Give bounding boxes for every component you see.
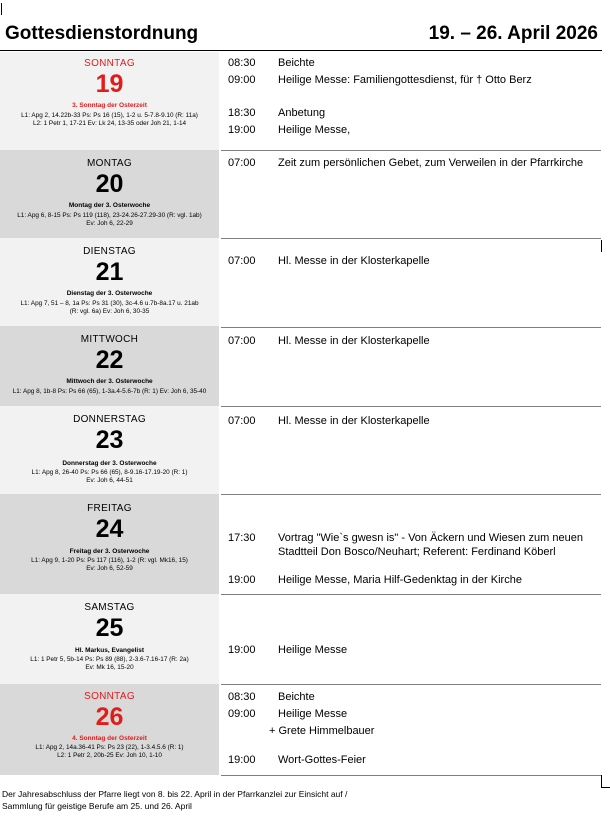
- footer-line: Sammlung für geistige Berufe am 25. und 26. April: [2, 801, 192, 811]
- entry-text: Heilige Messe: Familiengottesdienst, für † Otto Berz: [278, 74, 532, 86]
- reading-line: (R: vgl. 6a) Ev: Joh 6, 30-35: [69, 308, 150, 315]
- day-name: MITTWOCH: [80, 334, 139, 345]
- reading-line: L1: Apg 7, 51 – 8, 1a Ps: Ps 31 (30), 3c-4.6 u.7b-8a.17 u. 21ab: [20, 300, 199, 307]
- day-name: SONNTAG: [84, 58, 135, 69]
- day-entries-mittwoch-22: [221, 326, 601, 407]
- entry-time: 19:00: [228, 124, 256, 136]
- day-panel-mittwoch-22: [0, 326, 219, 406]
- entry-time: 09:00: [228, 74, 256, 86]
- document-title: Gottesdienstordnung: [5, 23, 199, 44]
- reading-line: L2: 1 Petr 1, 17-21 Ev: Lk 24, 13-35 oder Joh 21, 1-14: [32, 120, 187, 127]
- day-number: 22: [95, 346, 124, 374]
- entry-time: 07:00: [228, 255, 256, 267]
- reading-line: L1: Apg 2, 14.22b-33 Ps: Ps 16 (15), 1-2 u. 5-7.8-9.10 (R: 11a): [21, 112, 198, 119]
- entry-text: Hl. Messe in der Klosterkapelle: [278, 335, 430, 347]
- feast-name: Mittwoch der 3. Osterwoche: [66, 378, 153, 385]
- reading-line: L1: Apg 9, 1-20 Ps: Ps 117 (116), 1-2 (R: vgl. Mk16, 15): [31, 557, 188, 564]
- entry-time: 07:00: [228, 415, 256, 427]
- day-panel-sonntag-19: [0, 52, 219, 150]
- day-number: 19: [95, 70, 124, 98]
- entry-time: 19:00: [228, 754, 256, 766]
- day-name: SAMSTAG: [84, 602, 135, 613]
- readings: [2, 300, 217, 316]
- day-number: 20: [95, 170, 124, 198]
- reading-line: Ev: Mk 16, 15-20: [85, 664, 134, 671]
- entry-time: 08:30: [228, 691, 256, 703]
- day-panel-freitag-24: [0, 494, 219, 594]
- entry-text: Beichte: [278, 57, 315, 69]
- readings: [2, 469, 217, 485]
- readings: [2, 112, 217, 128]
- day-entries-sonntag-26: [221, 684, 601, 776]
- day-name: MONTAG: [87, 158, 132, 169]
- readings: [2, 388, 217, 396]
- day-name: DIENSTAG: [83, 246, 136, 257]
- entry-time: 19:00: [228, 644, 256, 656]
- table-corner-marker: [601, 775, 610, 788]
- entry-text: Hl. Messe in der Klosterkapelle: [278, 415, 430, 427]
- readings: [2, 744, 217, 760]
- day-panel-donnerstag-23: [0, 406, 219, 494]
- reading-line: L2: 1 Petr 2, 20b-25 Ev: Joh 10, 1-10: [57, 752, 162, 759]
- day-entries-dienstag-21: [221, 238, 601, 328]
- day-name: SONNTAG: [84, 691, 135, 702]
- day-entries-montag-20: [221, 150, 601, 238]
- reading-line: L1: Apg 2, 14a.36-41 Ps: Ps 23 (22), 1-3.4.5.6 (R: 1): [35, 744, 184, 751]
- entry-time: 08:30: [228, 57, 256, 69]
- entry-text: Heilige Messe, Maria Hilf-Gedenktag in der Kirche: [278, 574, 522, 586]
- table-edge-marker: [601, 240, 602, 252]
- day-entries-freitag-24: [221, 494, 601, 595]
- entry-time: 19:00: [228, 574, 256, 586]
- feast-name: Freitag der 3. Osterwoche: [69, 548, 150, 555]
- day-panel-dienstag-21: [0, 238, 219, 326]
- reading-line: L1: Apg 8, 26-40 Ps: Ps 66 (65), 8-9.16-17.19-20 (R: 1): [31, 469, 188, 476]
- feast-name: Hl. Markus, Evangelist: [75, 647, 144, 654]
- footer-line: Der Jahresabschluss der Pfarre liegt von 8. bis 22. April in der Pfarrkanzlei zur Einsicht auf /: [2, 789, 348, 799]
- entry-text: Wort-Gottes-Feier: [278, 754, 366, 766]
- entry-text: Hl. Messe in der Klosterkapelle: [278, 255, 430, 267]
- day-name: FREITAG: [87, 503, 132, 514]
- entry-time: 07:00: [228, 335, 256, 347]
- entry-text: + Grete Himmelbauer: [269, 725, 375, 737]
- reading-line: L1: Apg 6, 8-15 Ps: Ps 119 (118), 23-24.26-27.29-30 (R: vgl. 1ab): [17, 212, 202, 219]
- day-panel-samstag-25: [0, 594, 219, 684]
- entry-time: 09:00: [228, 708, 256, 720]
- entry-time: 07:00: [228, 157, 256, 169]
- reading-line: L1: Apg 8, 1b-8 Ps: Ps 66 (65), 1-3a.4-5.6-7b (R: 1) Ev: Joh 6, 35-40: [12, 388, 207, 395]
- date-range: 19. – 26. April 2026: [428, 23, 598, 44]
- document-header: [0, 20, 602, 51]
- feast-name: 4. Sonntag der Osterzeit: [72, 735, 147, 742]
- reading-line: L1: 1 Petr 5, 5b-14 Ps: Ps 89 (88), 2-3.6-7.16-17 (R: 2a): [30, 656, 189, 663]
- day-panel-montag-20: [0, 150, 219, 238]
- reading-line: Ev: Joh 6, 44-51: [86, 477, 133, 484]
- entry-text: Vortrag "Wie`s gwesn is" - Von Äckern und Wiesen zum neuen Stadtteil Don Bosco/Neuhart; Referent: Ferdinand Köberl: [278, 532, 583, 558]
- day-entries-sonntag-19: [221, 52, 601, 151]
- entry-text: Anbetung: [278, 107, 326, 119]
- feast-name: Donnerstag der 3. Osterwoche: [62, 460, 157, 467]
- entry-time: 18:30: [228, 107, 256, 119]
- entry-time: 17:30: [228, 532, 256, 544]
- entry-text: Beichte: [278, 691, 315, 703]
- readings: [2, 557, 217, 573]
- day-number: 26: [95, 703, 124, 731]
- entry-text: Heilige Messe,: [278, 124, 351, 136]
- entry-text: Zeit zum persönlichen Gebet, zum Verweilen in der Pfarrkirche: [278, 157, 584, 169]
- feast-name: Montag der 3. Osterwoche: [68, 202, 151, 209]
- entry-text: Heilige Messe: [278, 644, 348, 656]
- readings: [2, 212, 217, 228]
- text-cursor-mark: [1, 3, 2, 15]
- reading-line: Ev: Joh 6, 52-59: [86, 565, 133, 572]
- reading-line: Ev: Joh 6, 22-29: [86, 220, 133, 227]
- day-number: 21: [95, 258, 124, 286]
- day-number: 24: [95, 515, 124, 543]
- day-panel-sonntag-26: [0, 684, 219, 775]
- day-entries-samstag-25: [221, 594, 601, 685]
- readings: [2, 656, 217, 672]
- day-number: 25: [95, 614, 124, 642]
- feast-name: 3. Sonntag der Osterzeit: [72, 102, 147, 109]
- day-name: DONNERSTAG: [73, 414, 146, 425]
- day-entries-donnerstag-23: [221, 406, 601, 495]
- day-number: 23: [95, 426, 124, 454]
- schedule-entry: [221, 531, 601, 561]
- feast-name: Dienstag der 3. Osterwoche: [66, 290, 153, 297]
- footer-note: [2, 788, 602, 812]
- entry-text: Heilige Messe: [278, 708, 348, 720]
